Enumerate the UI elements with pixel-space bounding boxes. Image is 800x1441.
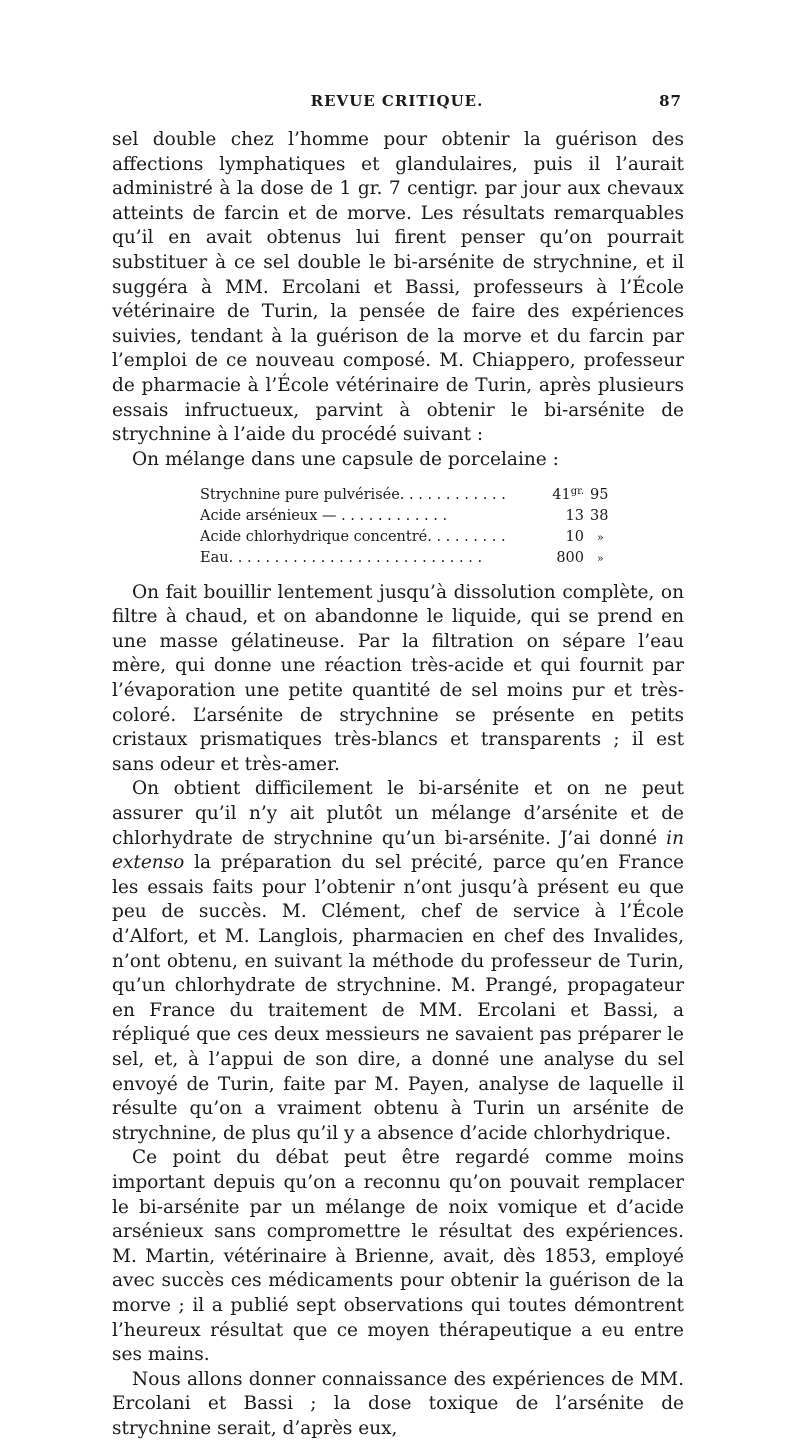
paragraph: Ce point du débat peut être regardé comme moins important depuis qu’on a reconnu qu’on pouvait remplacer le bi-arsénite par un mélange de noix vomique et d’acide arsénieux sans compromettre le résultat des expériences. M. Martin, vétérinaire à Brienne, avait, dès 1853, employé avec succès ces médicaments pour obtenir la guérison de la morve ; il a publié sept observations qui toutes démontrent l’heureux résultat que ce moyen thérapeutique a eu entre ses mains. (112, 1147, 684, 1366)
ingredient-decimal: 95 (590, 487, 609, 504)
recipe-row (200, 527, 627, 549)
quantity-value: 13 (565, 507, 584, 524)
ingredient-decimal: » (597, 530, 604, 544)
body-text (112, 128, 684, 1441)
ingredient-name: Strychnine pure pulvérisée. . . . . . . . . . . . (200, 487, 506, 504)
paragraph: sel double chez l’homme pour obtenir la guérison des affections lymphatiques et glandulaires, puis il l’aurait administré à la dose de 1 gr. 7 centigr. par jour aux chevaux atteints de farcin et de morve. Les résultats remarquables qu’il en avait obtenus lui firent penser qu’on pourrait substituer à ce sel double le bi-arsénite de strychnine, et il suggéra à MM. Ercolani et Bassi, professeurs à l’École vétérinaire de Turin, la pensée de faire des expériences suivies, tendant à la guérison de la morve et du farcin par l’emploi de ce nouveau composé. M. Chiappero, professeur de pharmacie à l’École vétérinaire de Turin, après plusieurs essais infructueux, parvint à obtenir le bi-arsénite de strychnine à l’aide du procédé suivant : (112, 129, 684, 446)
paragraph: On mélange dans une capsule de porcelaine : (132, 448, 559, 470)
paragraph: On fait bouillir lentement jusqu’à dissolution complète, on filtre à chaud, et on abandonne le liquide, qui se prend en une masse gélatineuse. Par la filtration on sépare l’eau mère, qui donne une réaction très-acide et qui fournit par l’évaporation une petite quantité de sel moins pur et très-coloré. L’arsénite de strychnine se présente en petits cristaux prismatiques très-blancs et transparents ; il est sans odeur et très-amer. (112, 581, 684, 775)
quantity-value: 10 (565, 528, 584, 545)
running-header (112, 92, 682, 116)
recipe-row (200, 482, 627, 506)
paragraph: Nous allons donner connaissance des expériences de MM. Ercolani et Bassi ; la dose toxique de l’arsénite de strychnine serait, d’après eux, (112, 1368, 684, 1439)
running-title: REVUE CRITIQUE. (310, 92, 484, 110)
ingredient-quantity (540, 548, 587, 570)
recipe-row (200, 506, 627, 527)
quantity-unit: gr. (570, 486, 584, 498)
quantity-value: 800 (556, 550, 584, 567)
ingredient-decimal: 38 (590, 507, 609, 524)
ingredient-name: Acide arsénieux — . . . . . . . . . . . . (200, 507, 448, 524)
ingredient-quantity (540, 527, 587, 549)
ingredient-name: Eau. . . . . . . . . . . . . . . . . . . . . . . . . . . . (200, 550, 483, 567)
ingredient-quantity (540, 506, 587, 527)
ingredient-decimal: » (597, 552, 604, 566)
latin-phrase: in extenso (112, 827, 684, 874)
paragraph-text: la préparation du sel précité, parce qu’en France les essais faits pour l’obtenir n’ont jusqu’à présent eu que peu de succès. M. Clément, chef de service à l’École d’Alfort, et M. Langlois, pharmacien en chef des Invalides, n’ont obtenu, en suivant la méthode du professeur de Turin, qu’un chlorhydrate de strychnine. M. Prangé, propagateur en France du traitement de MM. Ercolani et Bassi, a répliqué que ces deux messieurs ne savaient pas préparer le sel, et, à l’appui de son dire, a donné une analyse du sel envoyé de Turin, faite par M. Payen, analyse de laquelle il résulte qu’on a vraiment obtenu à Turin un arsénite de strychnine, de plus qu’il y a absence d’acide chlorhydrique. (112, 852, 684, 1144)
ingredient-name: Acide chlorhydrique concentré. . . . . . . . . (200, 528, 506, 545)
ingredient-quantity (540, 482, 587, 506)
quantity-value: 41 (552, 487, 571, 504)
page-number: 87 (659, 92, 682, 110)
recipe-row (200, 548, 627, 570)
paragraph (112, 777, 684, 1146)
recipe-table (200, 482, 627, 569)
paragraph-text: On obtient difficilement le bi-arsénite et on ne peut assurer qu’il n’y ait plutôt un mélange d’arsénite et de chlorhydrate de strychnine qu’un bi-arsénite. J’ai donné (112, 778, 684, 849)
